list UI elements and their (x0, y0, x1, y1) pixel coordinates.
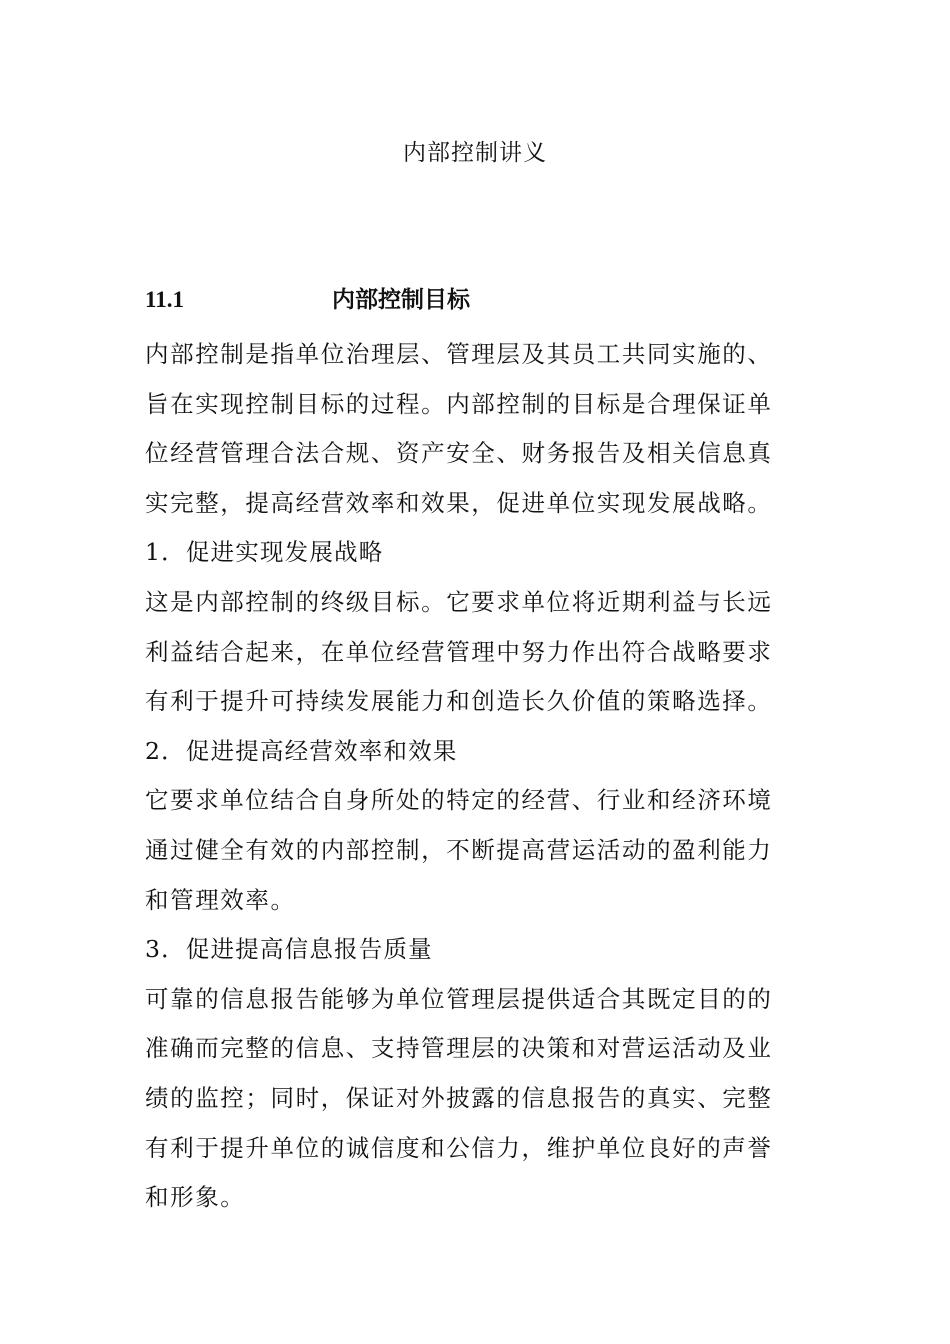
paragraph-line: 利益结合起来，在单位经营管理中努力作出符合战略要求 (145, 637, 773, 666)
paragraph-line: 和形象。 (145, 1183, 246, 1212)
paragraph-line: 旨在实现控制目标的过程。内部控制的目标是合理保证单 (145, 389, 773, 418)
paragraph-line: 实完整，提高经营效率和效果，促进单位实现发展战略。 (145, 488, 773, 517)
paragraph-line: 可靠的信息报告能够为单位管理层提供适合其既定目的的 (145, 984, 773, 1013)
paragraph-line: 绩的监控；同时，保证对外披露的信息报告的真实、完整 (145, 1083, 773, 1112)
paragraph-line: 内部控制是指单位治理层、管理层及其员工共同实施的、 (145, 340, 773, 368)
section-title: 内部控制目标 (332, 286, 470, 313)
list-item-heading: 2．促进提高经营效率和效果 (145, 736, 458, 765)
section-number: 11.1 (145, 287, 184, 312)
paragraph-line: 这是内部控制的终级目标。它要求单位将近期利益与长远 (145, 587, 773, 616)
list-item-heading: 1．促进实现发展战略 (145, 538, 384, 567)
section-heading (145, 280, 805, 320)
list-item-heading: 3．促进提高信息报告质量 (145, 935, 433, 964)
document-title: 内部控制讲义 (403, 140, 547, 166)
paragraph-line: 通过健全有效的内部控制，不断提高营运活动的盈利能力 (145, 835, 773, 864)
paragraph-line: 位经营管理合法合规、资产安全、财务报告及相关信息真 (145, 439, 773, 468)
paragraph-line: 有利于提升单位的诚信度和公信力，维护单位良好的声誉 (145, 1133, 773, 1162)
paragraph-line: 和管理效率。 (145, 885, 296, 914)
body-text (145, 330, 810, 1223)
paragraph-line: 它要求单位结合自身所处的特定的经营、行业和经济环境 (145, 786, 773, 815)
paragraph-line: 有利于提升可持续发展能力和创造长久价值的策略选择。 (145, 687, 773, 716)
paragraph-line: 准确而完整的信息、支持管理层的决策和对营运活动及业 (145, 1034, 773, 1063)
